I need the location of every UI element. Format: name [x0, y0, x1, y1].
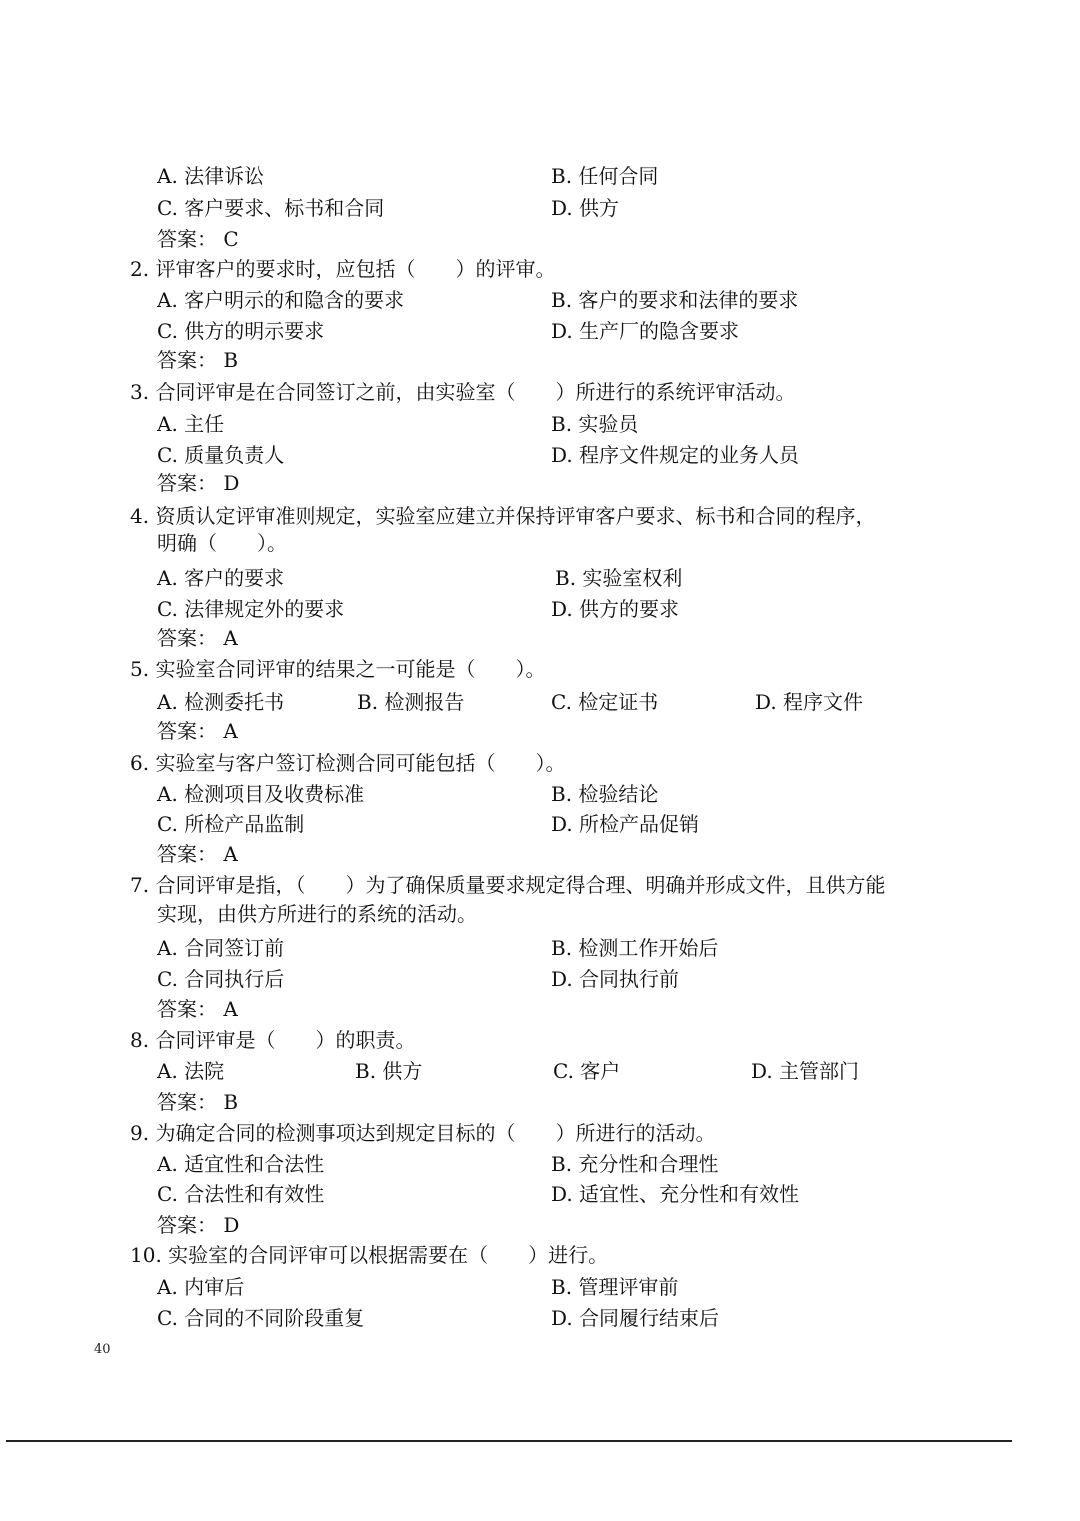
- q1-option-b: B. 任何合同: [551, 164, 659, 188]
- q9-option-a: A. 适宜性和合法性: [157, 1152, 325, 1176]
- q7-answer: 答案： A: [157, 997, 238, 1021]
- q9-option-b: B. 充分性和合理性: [551, 1152, 719, 1176]
- q7-option-a: A. 合同签订前: [157, 936, 285, 960]
- q8-option-d: D. 主管部门: [751, 1059, 860, 1083]
- q6-stem: 6. 实验室与客户签订检测合同可能包括（ ）。: [130, 751, 566, 775]
- q2-answer: 答案： B: [157, 348, 239, 372]
- q8-option-a: A. 法院: [157, 1059, 225, 1083]
- q7-stem-line1: 7. 合同评审是指，（ ）为了确保质量要求规定得合理、明确并形成文件，且供方能: [130, 873, 886, 897]
- q10-option-c: C. 合同的不同阶段重复: [157, 1306, 365, 1330]
- q2-option-d: D. 生产厂的隐含要求: [551, 319, 740, 343]
- q3-option-a: A. 主任: [157, 412, 225, 436]
- q3-option-d: D. 程序文件规定的业务人员: [551, 443, 800, 467]
- q10-option-a: A. 内审后: [157, 1275, 245, 1299]
- q9-option-c: C. 合法性和有效性: [157, 1182, 325, 1206]
- q7-option-c: C. 合同执行后: [157, 967, 285, 991]
- q4-option-d: D. 供方的要求: [551, 597, 680, 621]
- q5-answer: 答案： A: [157, 719, 238, 743]
- q4-answer: 答案： A: [157, 626, 238, 650]
- q6-option-b: B. 检验结论: [551, 782, 659, 806]
- q5-stem: 5. 实验室合同评审的结果之一可能是（ ）。: [130, 657, 546, 681]
- q10-option-b: B. 管理评审前: [551, 1275, 679, 1299]
- q4-option-a: A. 客户的要求: [157, 566, 285, 590]
- q8-option-b: B. 供方: [355, 1059, 423, 1083]
- q5-option-b: B. 检测报告: [357, 690, 465, 714]
- q7-option-b: B. 检测工作开始后: [551, 936, 719, 960]
- q5-option-c: C. 检定证书: [551, 690, 659, 714]
- q8-option-c: C. 客户: [553, 1059, 621, 1083]
- q4-stem-line1: 4. 资质认定评审准则规定，实验室应建立并保持评审客户要求、标书和合同的程序，: [130, 504, 876, 528]
- q8-stem: 8. 合同评审是（ ）的职责。: [130, 1028, 416, 1052]
- q6-option-d: D. 所检产品促销: [551, 812, 700, 836]
- q3-answer: 答案： D: [157, 471, 240, 495]
- q8-answer: 答案： B: [157, 1090, 239, 1114]
- page-number: 40: [94, 1342, 111, 1357]
- q1-option-c: C. 客户要求、标书和合同: [157, 196, 385, 220]
- q1-answer: 答案： C: [157, 227, 239, 251]
- q9-stem: 9. 为确定合同的检测事项达到规定目标的（ ）所进行的活动。: [130, 1121, 716, 1145]
- q10-option-d: D. 合同履行结束后: [551, 1306, 720, 1330]
- q6-option-c: C. 所检产品监制: [157, 812, 305, 836]
- q9-option-d: D. 适宜性、充分性和有效性: [551, 1182, 800, 1206]
- q4-option-b: B. 实验室权利: [555, 566, 683, 590]
- q7-option-d: D. 合同执行前: [551, 967, 680, 991]
- q1-option-d: D. 供方: [551, 196, 620, 220]
- q2-option-c: C. 供方的明示要求: [157, 319, 325, 343]
- q5-option-d: D. 程序文件: [755, 690, 864, 714]
- q10-stem: 10. 实验室的合同评审可以根据需要在（ ）进行。: [130, 1243, 609, 1267]
- q7-stem-line2: 实现，由供方所进行的系统的活动。: [157, 902, 477, 926]
- q4-option-c: C. 法律规定外的要求: [157, 597, 345, 621]
- q6-option-a: A. 检测项目及收费标准: [157, 782, 365, 806]
- q2-option-b: B. 客户的要求和法律的要求: [551, 288, 799, 312]
- q5-option-a: A. 检测委托书: [157, 690, 285, 714]
- q3-option-b: B. 实验员: [551, 412, 639, 436]
- q4-stem-line2: 明确（ ）。: [157, 531, 287, 555]
- q3-option-c: C. 质量负责人: [157, 443, 285, 467]
- q6-answer: 答案： A: [157, 842, 238, 866]
- q1-option-a: A. 法律诉讼: [157, 164, 265, 188]
- q3-stem: 3. 合同评审是在合同签订之前，由实验室（ ）所进行的系统评审活动。: [130, 380, 796, 404]
- q2-option-a: A. 客户明示的和隐含的要求: [157, 288, 405, 312]
- q2-stem: 2. 评审客户的要求时，应包括（ ）的评审。: [130, 257, 556, 281]
- bottom-rule: [6, 1440, 1012, 1442]
- q9-answer: 答案： D: [157, 1213, 240, 1237]
